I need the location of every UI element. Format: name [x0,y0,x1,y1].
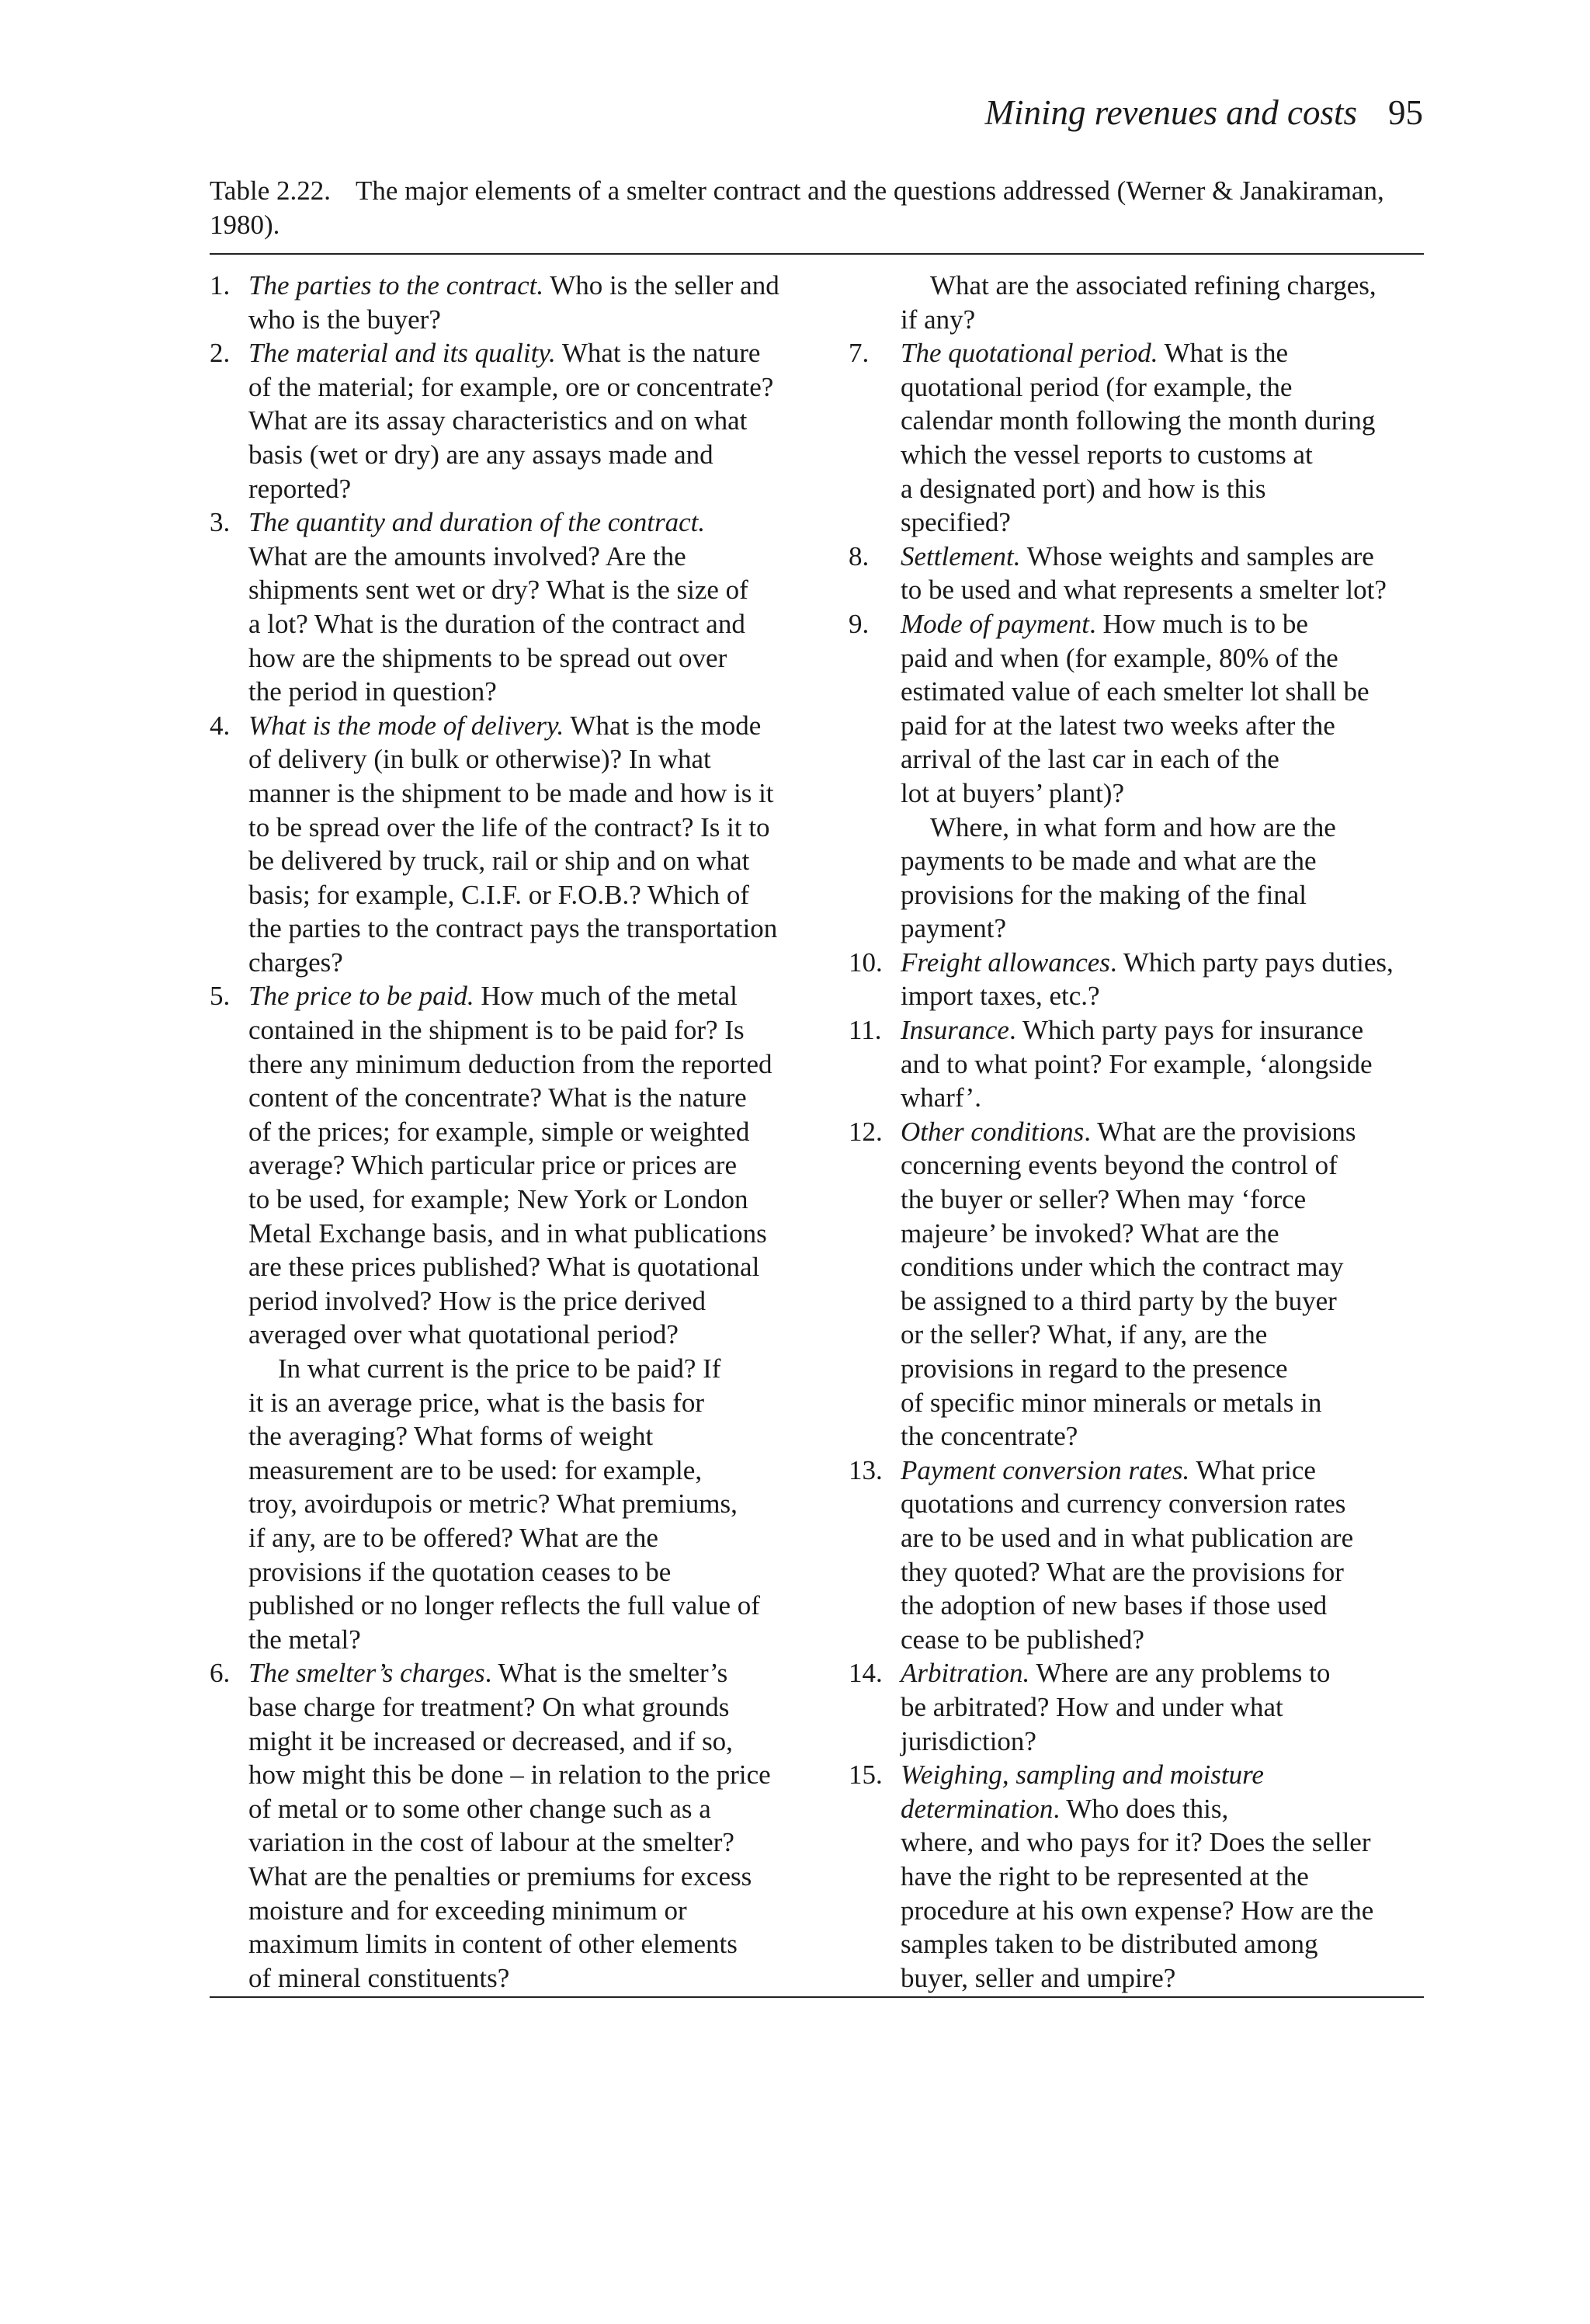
item-text: provisions if the quotation ceases to be [248,1556,672,1587]
item-text: where, and who pays for it? Does the seller [901,1827,1371,1858]
item-text: of the material; for example, ore or concentrate? [248,371,774,402]
item-text: What are its assay characteristics and on what [248,405,748,436]
item-text: of specific minor minerals or metals in [901,1387,1322,1418]
item-title: The quantity and duration of the contract. [248,507,706,538]
item-text: are to be used and in what publication are [901,1522,1354,1553]
item-text: quotational period (for example, the [901,371,1293,402]
item-text: conditions under which the contract may [901,1252,1344,1283]
item-text: reported? [248,473,352,504]
list-item-5 [210,979,800,1656]
item-title: The price to be paid. [248,981,474,1012]
item-text: are these prices published? What is quotational [248,1252,760,1283]
item-text: the adoption of new bases if those used [901,1590,1328,1621]
list-item-2 [210,336,800,505]
list-item-14 [849,1656,1431,1758]
item-text: of the prices; for example, simple or weighted [248,1116,750,1147]
item-text: period involved? How is the price derived [248,1285,706,1316]
item-text: paid and when (for example, 80% of the [901,642,1338,673]
item-text: What is the [1158,338,1289,369]
list-item-6-continued [849,269,1431,336]
list-item-12 [849,1115,1431,1454]
item-text: Who is the seller and [543,270,779,300]
list-item-15 [849,1758,1431,1995]
item-text: averaged over what quotational period? [248,1319,679,1350]
item-text: the buyer or seller? When may ‘force [901,1184,1307,1215]
item-text: What price [1189,1454,1316,1485]
item-text: how might this be done – in relation to the price [248,1760,771,1791]
item-title: Mode of payment [901,608,1089,639]
item-text: . Which party pays for insurance [1009,1015,1364,1046]
item-text: who is the buyer? [248,304,441,335]
list-item-1 [210,269,800,336]
item-title: Arbitration. [901,1658,1030,1689]
caption-text-line-1: The major elements of a smelter contract and the questions addressed (Werner & Janakiraman, [355,175,1384,206]
item-number: 5. [210,981,231,1012]
item-text: to be used, for example; New York or London [248,1184,748,1215]
item-text: might it be increased or decreased, and if so, [248,1725,733,1756]
item-text: manner is the shipment to be made and how is it [248,777,774,808]
item-text: arrival of the last car in each of the [901,744,1279,775]
item-number: 2. [210,338,231,369]
item-text: variation in the cost of labour at the smelter? [248,1827,734,1858]
item-text: jurisdiction? [901,1725,1036,1756]
item-text: payment? [901,913,1007,944]
item-text: . What is the smelter’s [484,1658,728,1689]
item-text: lot at buyers’ plant)? [901,777,1124,808]
item-text: majeure’ be invoked? What are the [901,1218,1279,1249]
item-number: 13. [849,1454,883,1485]
item-text: the period in question? [248,676,497,707]
item-text: average? Which particular price or prices are [248,1150,737,1181]
item-title: Weighing, sampling and moisture [901,1760,1264,1791]
item-title: The smelter’s charges [248,1658,485,1689]
item-text: the concentrate? [901,1421,1078,1452]
item-title: The quotational period. [901,338,1158,369]
item-number: 12. [849,1116,883,1147]
item-number: 7. [849,338,870,369]
item-text: shipments sent wet or dry? What is the size of [248,575,748,606]
item-text: if any? [901,304,976,335]
left-column [210,269,800,1995]
item-text: . How much is to be [1088,608,1308,639]
item-text: be assigned to a third party by the buyer [901,1285,1337,1316]
list-item-11 [849,1013,1431,1115]
item-text: . Which party pays duties, [1109,947,1394,978]
item-text: be arbitrated? How and under what [901,1691,1283,1722]
item-text: maximum limits in content of other elements [248,1929,738,1960]
item-text: What are the penalties or premiums for excess [248,1860,752,1892]
item-number: 4. [210,710,231,741]
item-text: What is the mode [564,710,762,741]
item-text: What are the amounts involved? Are the [248,540,686,571]
item-text: basis; for example, C.I.F. or F.O.B.? Which of [248,879,750,910]
table-label: Table 2.22. [210,175,331,206]
item-text: payments to be made and what are the [901,846,1317,877]
item-text: What are the associated refining charges, [930,270,1376,300]
table-bottom-rule [210,1996,1424,1998]
item-text: of metal or to some other change such as a [248,1793,711,1824]
list-item-9 [849,607,1431,946]
item-text: basis (wet or dry) are any assays made and [248,439,713,470]
item-text: provisions in regard to the presence [901,1353,1288,1384]
list-item-8 [849,540,1431,607]
item-text: the metal? [248,1624,361,1655]
item-text: quotations and currency conversion rates [901,1489,1346,1520]
item-text: Whose weights and samples are [1020,540,1374,571]
item-text: What is the nature [555,338,761,369]
item-text: contained in the shipment is to be paid for? Is [248,1015,745,1046]
item-text: of mineral constituents? [248,1962,510,1993]
item-text: provisions for the making of the final [901,879,1307,910]
item-number: 8. [849,540,870,571]
item-text: to be used and what represents a smelter lot? [901,575,1387,606]
item-text: Metal Exchange basis, and in what publications [248,1218,767,1249]
list-item-10 [849,946,1431,1013]
item-title: Other conditions [901,1116,1085,1147]
item-number: 1. [210,270,231,300]
item-text: Where are any problems to [1029,1658,1331,1689]
item-text: to be spread over the life of the contract? Is it to [248,811,770,842]
item-number: 6. [210,1658,231,1689]
item-title: determination [901,1793,1054,1824]
item-text: the averaging? What forms of weight [248,1421,654,1452]
item-text: there any minimum deduction from the reported [248,1048,772,1079]
item-text: they quoted? What are the provisions for [901,1556,1344,1587]
right-column [849,269,1431,1995]
item-text: be delivered by truck, rail or ship and on what [248,846,750,877]
item-number: 15. [849,1760,883,1791]
item-title: Payment conversion rates. [901,1454,1190,1485]
item-text: published or no longer reflects the full value of [248,1590,760,1621]
item-title: The parties to the contract. [248,270,544,300]
item-text: estimated value of each smelter lot shall be [901,676,1370,707]
item-text: which the vessel reports to customs at [901,439,1313,470]
item-text: Where, in what form and how are the [930,811,1336,842]
item-text: moisture and for exceeding minimum or [248,1895,687,1926]
item-number: 9. [849,608,870,639]
item-text: wharf’. [901,1082,981,1113]
item-text: how are the shipments to be spread out over [248,642,727,673]
item-text: . What are the provisions [1084,1116,1356,1147]
item-number: 11. [849,1015,882,1046]
running-title: Mining revenues and costs [984,93,1357,132]
item-title: What is the mode of delivery. [248,710,564,741]
item-title: The material and its quality. [248,338,556,369]
item-text: troy, avoirdupois or metric? What premiums, [248,1489,738,1520]
item-number: 3. [210,507,231,538]
item-text: a designated port) and how is this [901,473,1266,504]
item-text: calendar month following the month during [901,405,1376,436]
table-caption [210,174,1429,242]
item-text: and to what point? For example, ‘alongside [901,1048,1373,1079]
item-text: a lot? What is the duration of the contract and [248,608,745,639]
list-item-13 [849,1454,1431,1657]
item-text: the parties to the contract pays the transportation [248,913,778,944]
item-text: buyer, seller and umpire? [901,1962,1176,1993]
item-text: import taxes, etc.? [901,981,1100,1012]
item-text: if any, are to be offered? What are the [248,1522,658,1553]
item-text: or the seller? What, if any, are the [901,1319,1268,1350]
item-text: procedure at his own expense? How are the [901,1895,1374,1926]
item-title: Settlement. [901,540,1021,571]
item-text: samples taken to be distributed among [901,1929,1318,1960]
item-text: base charge for treatment? On what grounds [248,1691,730,1722]
item-number: 10. [849,947,883,978]
list-item-7 [849,336,1431,540]
item-text: measurement are to be used: for example, [248,1454,703,1485]
item-text: it is an average price, what is the basis for [248,1387,705,1418]
item-text: concerning events beyond the control of [901,1150,1338,1181]
item-text: charges? [248,947,343,978]
item-text: specified? [901,507,1011,538]
item-title: Freight allowances [901,947,1110,978]
item-number: 14. [849,1658,883,1689]
item-text: . Who does this, [1053,1793,1229,1824]
item-text: How much of the metal [474,981,738,1012]
list-item-6 [210,1656,800,1995]
table-top-rule [210,253,1424,255]
item-text: cease to be published? [901,1624,1144,1655]
item-text: of delivery (in bulk or otherwise)? In what [248,744,711,775]
list-item-3 [210,505,800,709]
item-title: Insurance [901,1015,1009,1046]
page-number: 95 [1388,93,1423,132]
list-item-4 [210,709,800,980]
running-header [985,92,1424,134]
item-text: content of the concentrate? What is the nature [248,1082,747,1113]
item-text: paid for at the latest two weeks after the [901,710,1335,741]
item-text: In what current is the price to be paid? If [278,1353,721,1384]
caption-text-line-2: 1980). [210,210,280,240]
item-text: have the right to be represented at the [901,1860,1309,1892]
